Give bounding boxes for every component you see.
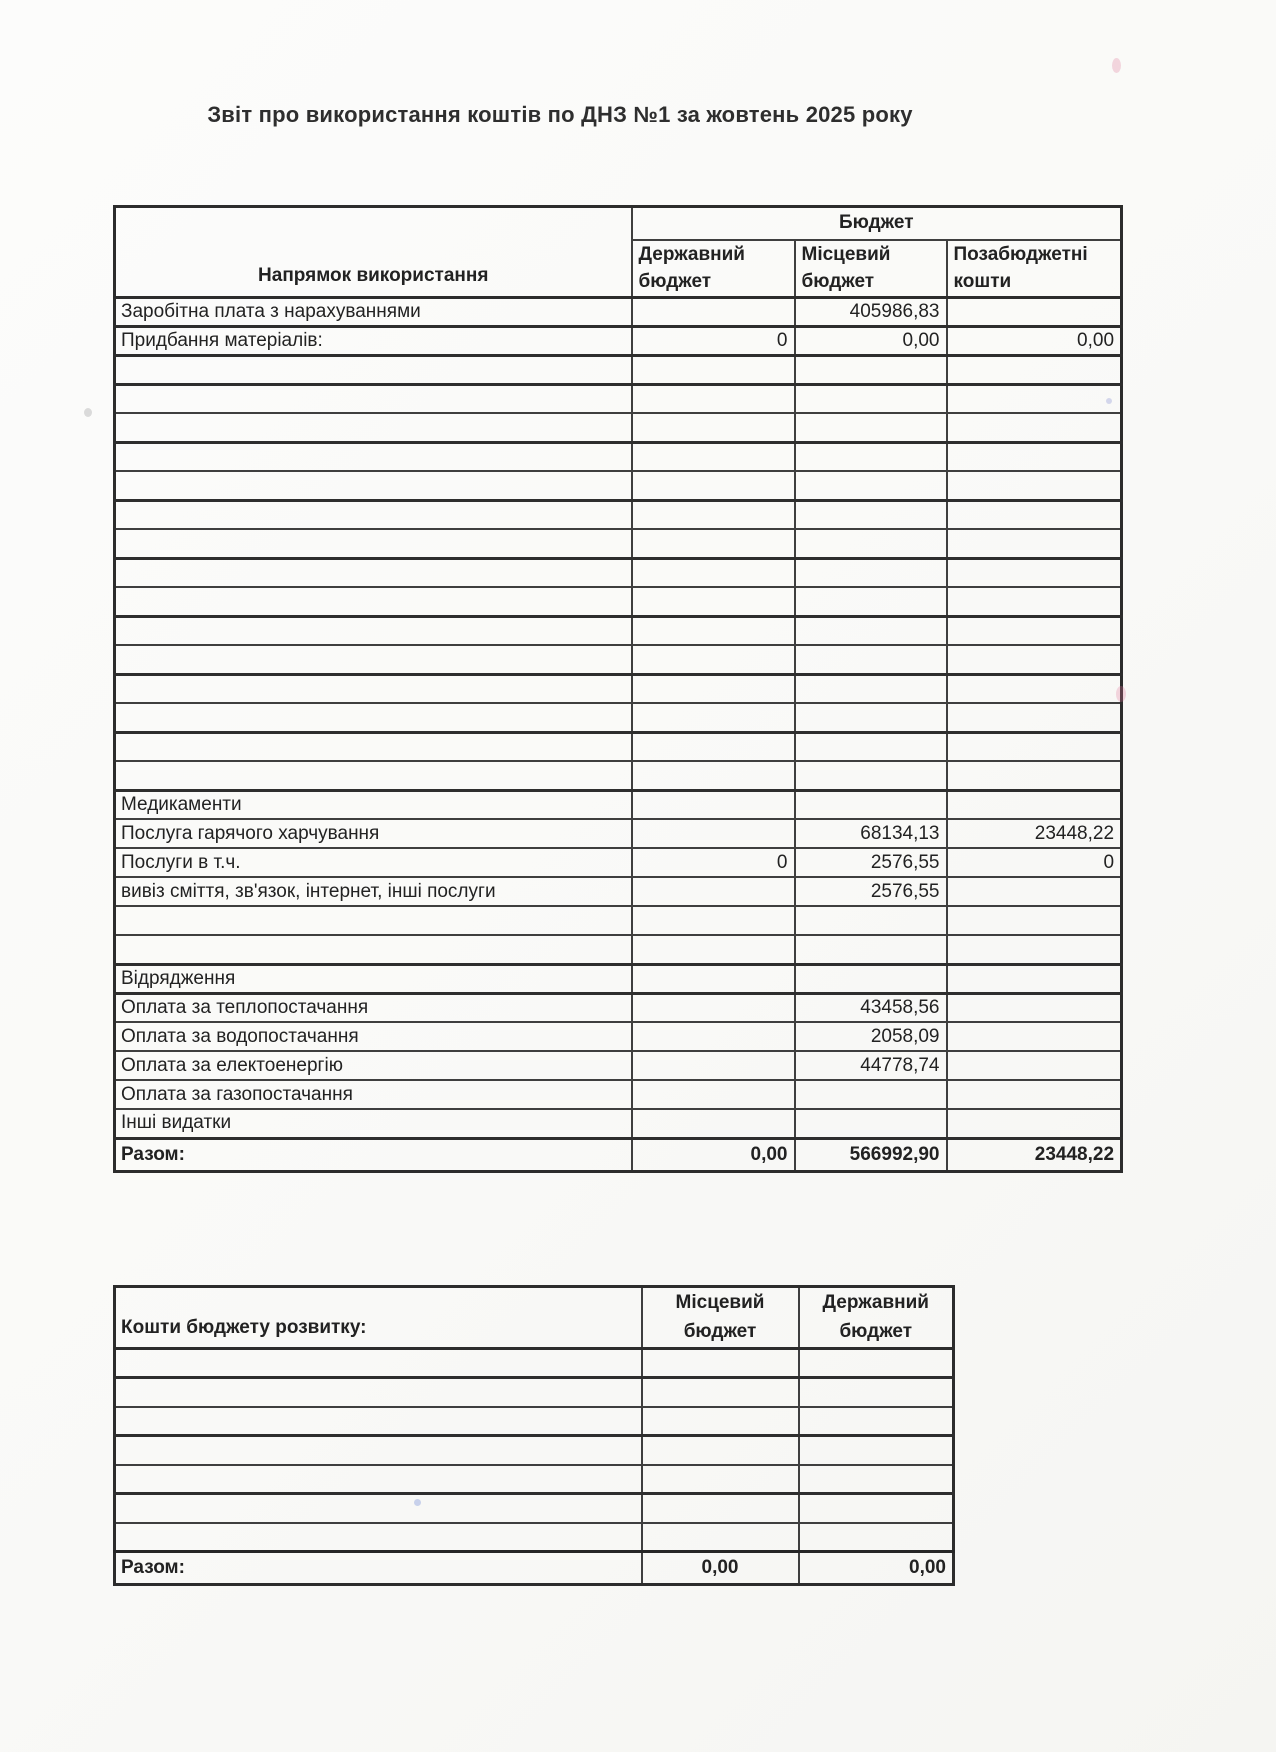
table-row xyxy=(115,877,1122,906)
table-row xyxy=(115,1051,1122,1080)
total-local-value: 566992,90 xyxy=(795,1138,947,1171)
state-value-cell xyxy=(799,1494,954,1523)
extra-value-cell xyxy=(947,1051,1122,1080)
state-value-cell xyxy=(632,964,795,993)
total-extra-value: 23448,22 xyxy=(947,1138,1122,1171)
table-row xyxy=(115,1465,954,1494)
local-value-cell xyxy=(642,1465,799,1494)
extra-value-cell xyxy=(947,993,1122,1022)
local-value-cell xyxy=(642,1494,799,1523)
direction-cell xyxy=(115,384,632,413)
local-value-cell xyxy=(795,471,947,500)
local-value-cell xyxy=(795,384,947,413)
local-value-cell xyxy=(642,1378,799,1407)
direction-cell xyxy=(115,500,632,529)
table-row xyxy=(115,616,1122,645)
extra-value-cell xyxy=(947,1109,1122,1138)
dev-table-header xyxy=(115,1287,954,1349)
direction-cell xyxy=(115,935,632,964)
state-value-cell xyxy=(632,297,795,326)
scan-artifact xyxy=(1112,58,1121,73)
dev-header-row xyxy=(115,1287,954,1349)
extra-budget-column-header: Позабюджетні кошти xyxy=(947,240,1122,298)
state-value-cell xyxy=(632,674,795,703)
direction-cell xyxy=(115,616,632,645)
extra-value-cell xyxy=(947,790,1122,819)
extra-value-cell xyxy=(947,761,1122,790)
table-row xyxy=(115,1523,954,1552)
local-value-cell xyxy=(795,500,947,529)
dev-total-label: Разом: xyxy=(115,1552,642,1585)
development-funds-header: Кошти бюджету розвитку: xyxy=(115,1287,642,1349)
local-value-cell xyxy=(795,964,947,993)
state-value-cell xyxy=(632,442,795,471)
direction-cell xyxy=(115,732,632,761)
table-row xyxy=(115,297,1122,326)
direction-cell: Інші видатки xyxy=(115,1109,632,1138)
local-value-cell xyxy=(642,1349,799,1378)
direction-cell xyxy=(115,703,632,732)
direction-cell xyxy=(115,674,632,703)
extra-value-cell: 0,00 xyxy=(947,326,1122,355)
extra-value-cell xyxy=(947,500,1122,529)
local-value-cell xyxy=(795,703,947,732)
state-value-cell xyxy=(632,355,795,384)
direction-cell xyxy=(115,413,632,442)
local-budget-column-header: Місцевий бюджет xyxy=(795,240,947,298)
table-row xyxy=(115,587,1122,616)
state-value-cell xyxy=(632,384,795,413)
state-value-cell xyxy=(632,587,795,616)
state-value-cell xyxy=(799,1407,954,1436)
state-value-cell xyxy=(799,1378,954,1407)
state-value-cell xyxy=(632,558,795,587)
local-value-cell xyxy=(795,616,947,645)
direction-cell: вивіз сміття, зв'язок, інтернет, інші послуги xyxy=(115,877,632,906)
state-value-cell xyxy=(632,1080,795,1109)
local-value-cell: 0,00 xyxy=(795,326,947,355)
extra-value-cell: 23448,22 xyxy=(947,819,1122,848)
table-row xyxy=(115,1407,954,1436)
direction-cell xyxy=(115,1407,642,1436)
direction-cell xyxy=(115,1378,642,1407)
local-value-cell xyxy=(795,732,947,761)
direction-cell xyxy=(115,1436,642,1465)
direction-cell: Придбання матеріалів: xyxy=(115,326,632,355)
table-row xyxy=(115,1494,954,1523)
direction-cell xyxy=(115,558,632,587)
state-value-cell xyxy=(632,529,795,558)
local-value-cell xyxy=(795,790,947,819)
direction-cell: Заробітна плата з нарахуваннями xyxy=(115,297,632,326)
state-value-cell xyxy=(632,500,795,529)
direction-cell xyxy=(115,1494,642,1523)
state-value-cell: 0 xyxy=(632,848,795,877)
main-budget-table xyxy=(113,205,1123,1173)
table-row xyxy=(115,790,1122,819)
table-row xyxy=(115,848,1122,877)
state-value-cell xyxy=(632,790,795,819)
state-value-cell xyxy=(632,877,795,906)
table-row xyxy=(115,1109,1122,1138)
state-value-cell xyxy=(632,906,795,935)
extra-value-cell xyxy=(947,703,1122,732)
local-value-cell xyxy=(795,442,947,471)
table-row xyxy=(115,1022,1122,1051)
direction-cell xyxy=(115,355,632,384)
state-value-cell xyxy=(632,413,795,442)
state-budget-column-header: Державний бюджет xyxy=(632,240,795,298)
local-value-cell: 2058,09 xyxy=(795,1022,947,1051)
direction-cell: Оплата за водопостачання xyxy=(115,1022,632,1051)
extra-value-cell xyxy=(947,732,1122,761)
state-value-cell xyxy=(799,1436,954,1465)
state-value-cell: 0 xyxy=(632,326,795,355)
table-row xyxy=(115,732,1122,761)
table-row xyxy=(115,384,1122,413)
local-value-cell xyxy=(795,674,947,703)
local-value-cell xyxy=(795,645,947,674)
extra-value-cell xyxy=(947,587,1122,616)
local-value-cell xyxy=(642,1436,799,1465)
extra-value-cell xyxy=(947,935,1122,964)
extra-value-cell xyxy=(947,1080,1122,1109)
state-value-cell xyxy=(799,1349,954,1378)
budget-group-row xyxy=(115,207,1122,240)
extra-value-cell xyxy=(947,645,1122,674)
direction-cell xyxy=(115,1465,642,1494)
local-value-cell xyxy=(795,587,947,616)
state-value-cell xyxy=(632,935,795,964)
extra-value-cell xyxy=(947,297,1122,326)
total-state-value: 0,00 xyxy=(632,1138,795,1171)
table-row xyxy=(115,1349,954,1378)
state-value-cell xyxy=(632,645,795,674)
state-value-cell xyxy=(632,703,795,732)
local-value-cell xyxy=(795,355,947,384)
table-row xyxy=(115,471,1122,500)
direction-cell xyxy=(115,442,632,471)
table-row xyxy=(115,1080,1122,1109)
extra-value-cell xyxy=(947,384,1122,413)
budget-group-header: Бюджет xyxy=(632,207,1122,240)
state-value-cell xyxy=(632,732,795,761)
extra-value-cell xyxy=(947,1022,1122,1051)
extra-value-cell xyxy=(947,877,1122,906)
dev-total-state-value: 0,00 xyxy=(799,1552,954,1585)
table-row xyxy=(115,1378,954,1407)
state-value-cell xyxy=(632,761,795,790)
table-row xyxy=(115,413,1122,442)
direction-cell xyxy=(115,1523,642,1552)
table-row xyxy=(115,819,1122,848)
table-row xyxy=(115,674,1122,703)
extra-value-cell xyxy=(947,355,1122,384)
table-row xyxy=(115,761,1122,790)
extra-value-cell xyxy=(947,964,1122,993)
table-row xyxy=(115,703,1122,732)
local-value-cell: 44778,74 xyxy=(795,1051,947,1080)
development-budget-table xyxy=(113,1285,955,1586)
local-value-cell xyxy=(795,558,947,587)
extra-value-cell xyxy=(947,616,1122,645)
direction-cell xyxy=(115,761,632,790)
table-row xyxy=(115,326,1122,355)
dev-table-body xyxy=(115,1349,954,1552)
extra-value-cell: 0 xyxy=(947,848,1122,877)
state-value-cell xyxy=(632,993,795,1022)
page-title: Звіт про використання коштів по ДНЗ №1 за жовтень 2025 року xyxy=(207,102,913,127)
local-value-cell xyxy=(642,1407,799,1436)
direction-cell xyxy=(115,529,632,558)
state-value-cell xyxy=(632,1022,795,1051)
direction-cell xyxy=(115,906,632,935)
table-row xyxy=(115,935,1122,964)
extra-value-cell xyxy=(947,558,1122,587)
state-value-cell xyxy=(632,471,795,500)
local-value-cell: 43458,56 xyxy=(795,993,947,1022)
local-value-cell xyxy=(642,1523,799,1552)
state-value-cell xyxy=(799,1465,954,1494)
main-total-row xyxy=(115,1138,1122,1171)
table-row xyxy=(115,442,1122,471)
local-value-cell: 405986,83 xyxy=(795,297,947,326)
main-table-body xyxy=(115,297,1122,1138)
extra-value-cell xyxy=(947,442,1122,471)
direction-cell xyxy=(115,471,632,500)
local-value-cell: 2576,55 xyxy=(795,877,947,906)
state-value-cell xyxy=(632,1109,795,1138)
direction-cell: Оплата за теплопостачання xyxy=(115,993,632,1022)
table-row xyxy=(115,906,1122,935)
scan-artifact xyxy=(84,408,92,417)
direction-cell: Оплата за газопостачання xyxy=(115,1080,632,1109)
direction-cell: Послуги в т.ч. xyxy=(115,848,632,877)
table-row xyxy=(115,355,1122,384)
direction-cell xyxy=(115,1349,642,1378)
extra-value-cell xyxy=(947,413,1122,442)
direction-cell: Медикаменти xyxy=(115,790,632,819)
state-value-cell xyxy=(632,1051,795,1080)
dev-local-budget-column-header: Місцевий бюджет xyxy=(642,1287,799,1349)
state-value-cell xyxy=(799,1523,954,1552)
local-value-cell: 2576,55 xyxy=(795,848,947,877)
local-value-cell xyxy=(795,906,947,935)
local-value-cell xyxy=(795,413,947,442)
dev-state-budget-column-header: Державний бюджет xyxy=(799,1287,954,1349)
state-value-cell xyxy=(632,819,795,848)
local-value-cell xyxy=(795,1080,947,1109)
table-row xyxy=(115,993,1122,1022)
table-row xyxy=(115,645,1122,674)
local-value-cell xyxy=(795,529,947,558)
local-value-cell xyxy=(795,935,947,964)
local-value-cell xyxy=(795,761,947,790)
table-row xyxy=(115,500,1122,529)
direction-cell: Оплата за електоенергію xyxy=(115,1051,632,1080)
direction-cell: Відрядження xyxy=(115,964,632,993)
table-row xyxy=(115,964,1122,993)
dev-total-row xyxy=(115,1552,954,1585)
local-value-cell: 68134,13 xyxy=(795,819,947,848)
total-label: Разом: xyxy=(115,1138,632,1171)
main-table-header xyxy=(115,207,1122,298)
state-value-cell xyxy=(632,616,795,645)
table-row xyxy=(115,1436,954,1465)
table-row xyxy=(115,529,1122,558)
extra-value-cell xyxy=(947,471,1122,500)
direction-cell xyxy=(115,587,632,616)
local-value-cell xyxy=(795,1109,947,1138)
table-row xyxy=(115,558,1122,587)
extra-value-cell xyxy=(947,674,1122,703)
direction-cell: Послуга гарячого харчування xyxy=(115,819,632,848)
direction-column-header: Напрямок використання xyxy=(115,207,632,298)
dev-total-local-value: 0,00 xyxy=(642,1552,799,1585)
direction-cell xyxy=(115,645,632,674)
extra-value-cell xyxy=(947,529,1122,558)
extra-value-cell xyxy=(947,906,1122,935)
